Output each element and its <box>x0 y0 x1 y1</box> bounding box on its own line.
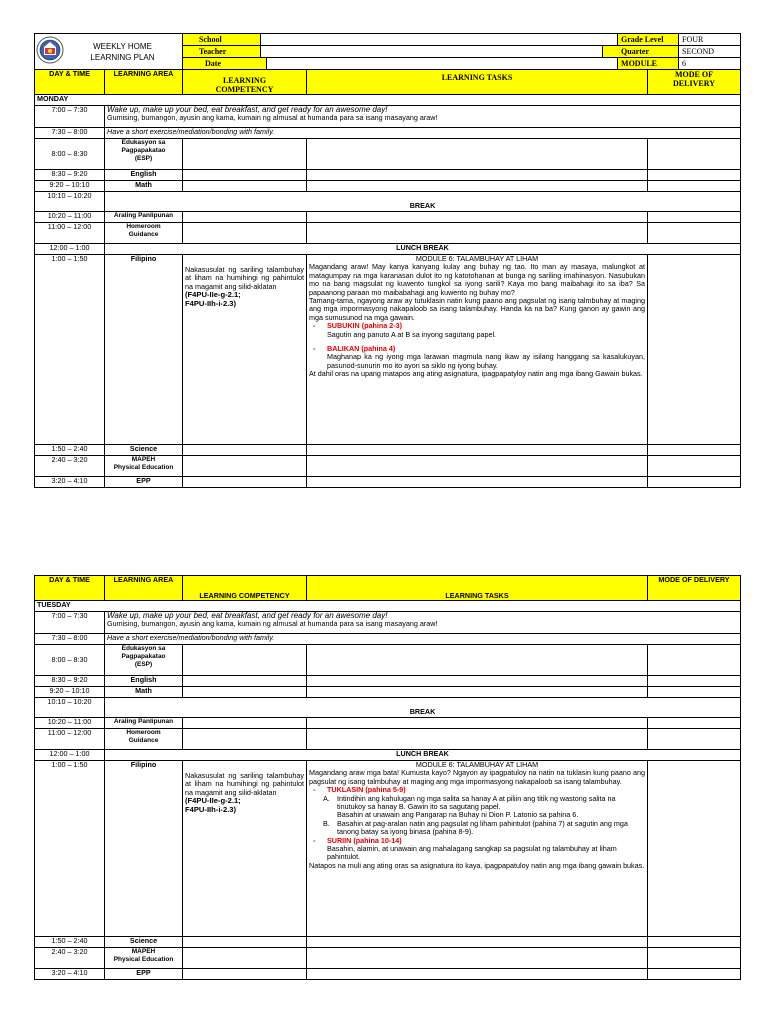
tuklasin-heading: TUKLASIN (pahina 5-9) <box>327 785 406 795</box>
competency-cell[interactable] <box>183 223 307 244</box>
subject-homeroom <box>105 729 183 750</box>
time-slot: 1:00 – 1:50 <box>35 255 105 445</box>
time-slot: 7:00 – 7:30 <box>35 612 105 634</box>
competency-cell[interactable] <box>183 456 307 477</box>
competency-code1: (F4PU-IIe-g-2.1; <box>185 796 241 806</box>
tasks-cell[interactable] <box>307 937 648 948</box>
competency-cell[interactable] <box>183 718 307 729</box>
competency-cell[interactable] <box>183 170 307 181</box>
balikan-text: Maghanap ka ng iyong mga larawan magmula nang ikaw ay isilang hanggang sa kasalukuyan, pasunod-sunurin mo ito ayon sa siklo ng iyong buhay. <box>327 352 645 370</box>
time-slot: 11:00 – 12:00 <box>35 729 105 750</box>
subukin-text: Sagutin ang panuto A at B sa inyong sagutang papel. <box>327 329 497 339</box>
quarter-label: Quarter <box>603 46 679 57</box>
col-mode-of-delivery: MODE OF DELIVERY <box>648 576 741 601</box>
competency-cell[interactable] <box>183 181 307 192</box>
col-learning-tasks: LEARNING TASKS <box>307 576 648 601</box>
delivery-cell[interactable] <box>648 139 741 170</box>
item-b-text: Basahin at pag-aralan natin ang pagsulat ng liham pahintulot (pahina 7) at sagutin ang mga tanong batay sa iyong binasa (pahina 8-9). <box>337 818 628 837</box>
wake-up-text: Wake up, make up your bed, eat breakfast, and get ready for an awesome day! <box>107 105 388 114</box>
competency-cell <box>183 761 307 937</box>
subject-epp: EPP <box>105 477 183 488</box>
subject-esp <box>105 645 183 676</box>
time-slot: 8:00 – 8:30 <box>35 645 105 676</box>
break-label: BREAK <box>105 192 741 212</box>
bullet-dash: - <box>313 344 316 354</box>
tasks-cell[interactable] <box>307 676 648 687</box>
delivery-cell[interactable] <box>648 937 741 948</box>
delivery-cell[interactable] <box>648 948 741 969</box>
tasks-cell[interactable] <box>307 948 648 969</box>
routine-text <box>105 106 741 128</box>
school-field[interactable] <box>261 34 618 45</box>
subject-math: Math <box>105 687 183 698</box>
plan-title-line2: LEARNING PLAN <box>90 52 155 62</box>
delivery-cell[interactable] <box>648 255 741 445</box>
delivery-cell[interactable] <box>648 223 741 244</box>
competency-cell[interactable] <box>183 445 307 456</box>
bullet-dash: - <box>313 785 316 795</box>
time-slot: 8:30 – 9:20 <box>35 170 105 181</box>
mapeh-line2: Physical Education <box>113 956 174 963</box>
time-slot: 3:20 – 4:10 <box>35 969 105 980</box>
time-slot: 9:20 – 10:10 <box>35 687 105 698</box>
esp-line3: (ESP) <box>134 155 153 162</box>
gumising-text: Gumising, bumangon, ayusin ang kama, kumain ng almusal at humanda para sa isang masayang araw! <box>107 619 438 629</box>
col-day-time: DAY & TIME <box>35 576 105 601</box>
tasks-cell[interactable] <box>307 445 648 456</box>
school-label: School <box>183 34 261 45</box>
tasks-cell[interactable] <box>307 687 648 698</box>
competency-cell[interactable] <box>183 212 307 223</box>
closing-text: Natapos na muli ang ating oras sa asignatura ito kaya, ipagpapatuloy natin ang mga ibang gawain bukas. <box>309 860 645 870</box>
tasks-cell[interactable] <box>307 969 648 980</box>
suriin-heading: SURIIN (pahina 10-14) <box>327 835 402 845</box>
date-field[interactable] <box>267 58 618 69</box>
time-slot: 9:20 – 10:10 <box>35 181 105 192</box>
time-slot: 1:50 – 2:40 <box>35 937 105 948</box>
competency-text: Nakasusulat ng sariling talambuhay at liham na humihingi ng pahintulot na magamit ang silid-aklatan <box>185 771 304 797</box>
tasks-cell[interactable] <box>307 718 648 729</box>
module-label: MODULE <box>618 58 679 69</box>
delivery-cell[interactable] <box>648 212 741 223</box>
item-a-marker: A. <box>323 793 330 803</box>
grade-level-value: FOUR <box>682 35 704 44</box>
homeroom-line2: Guidance <box>128 737 159 744</box>
competency-cell[interactable] <box>183 687 307 698</box>
col-learning-area: LEARNING AREA <box>105 576 183 601</box>
subject-mapeh <box>105 948 183 969</box>
esp-line2: Pagpapakatao <box>121 147 166 154</box>
tasks-cell[interactable] <box>307 139 648 170</box>
exercise-text: Have a short exercise/mediation/bonding with family. <box>105 634 741 645</box>
delivery-cell[interactable] <box>648 718 741 729</box>
col-learning-competency: LEARNING COMPETENCY <box>183 576 307 601</box>
tuklasin-item-a <box>309 795 645 812</box>
day-label: TUESDAY <box>35 601 741 612</box>
mapeh-line2: Physical Education <box>113 464 174 471</box>
mapeh-line1: MAPEH <box>131 456 156 463</box>
delivery-cell[interactable] <box>648 676 741 687</box>
time-slot: 10:10 – 10:20 <box>35 698 105 718</box>
time-slot: 7:30 – 8:00 <box>35 634 105 645</box>
tasks-cell <box>307 255 648 445</box>
competency-code1: (F4PU-IIe-g-2.1; <box>185 290 241 300</box>
weekly-plan-monday <box>34 33 741 488</box>
time-slot: 11:00 – 12:00 <box>35 223 105 244</box>
delivery-cell[interactable] <box>648 456 741 477</box>
closing-text: At dahil oras na upang matapos ang ating asignatura, ipagpapatyloy natin ang mga ibang Gawain bukas. <box>309 369 643 379</box>
competency-cell[interactable] <box>183 937 307 948</box>
competency-code2: F4PU-IIh-i-2.3) <box>185 804 237 814</box>
competency-code2: F4PU-IIh-i-2.3) <box>185 298 237 308</box>
exercise-text: Have a short exercise/mediation/bonding with family. <box>105 128 741 139</box>
subject-filipino: Filipino <box>105 761 183 937</box>
subukin-heading: SUBUKIN (pahina 2-3) <box>327 321 403 331</box>
tasks-cell[interactable] <box>307 477 648 488</box>
homeroom-line1: Homeroom <box>126 729 161 736</box>
time-slot: 2:40 – 3:20 <box>35 948 105 969</box>
time-slot: 12:00 – 1:00 <box>35 750 105 761</box>
module-title: MODULE 6: TALAMBUHAY AT LIHAM <box>415 254 539 263</box>
time-slot: 2:40 – 3:20 <box>35 456 105 477</box>
module-title: MODULE 6: TALAMBUHAY AT LIHAM <box>415 760 539 769</box>
esp-line2: Pagpapakatao <box>121 653 166 660</box>
competency-text: Nakasusulat ng sariling talambuhay at liham na humihingi ng pahintulot na magamit ang silid-aklatan <box>185 265 304 291</box>
tasks-cell[interactable] <box>307 181 648 192</box>
tasks-cell[interactable] <box>307 729 648 750</box>
weekly-plan-tuesday <box>34 575 741 980</box>
lunch-break-label: LUNCH BREAK <box>105 244 741 255</box>
routine-text <box>105 612 741 634</box>
tasks-cell[interactable] <box>307 456 648 477</box>
subject-math: Math <box>105 181 183 192</box>
time-slot: 7:30 – 8:00 <box>35 128 105 139</box>
tasks-cell <box>307 761 648 937</box>
subject-science: Science <box>105 445 183 456</box>
col-learning-tasks: LEARNING TASKS <box>307 70 648 95</box>
homeroom-line2: Guidance <box>128 231 159 238</box>
tasks-cell[interactable] <box>307 170 648 181</box>
tasks-cell[interactable] <box>307 645 648 676</box>
balikan-heading: BALIKAN (pahina 4) <box>327 344 396 354</box>
esp-line1: Edukasyon sa <box>121 139 166 146</box>
plan-title <box>35 34 183 70</box>
intro-text: Magandang araw! May kanya kanyang kulay ang buhay ng tao. Ito man ay masaya, malungkot at matagumpay na mga karanasan dulot ito ng katotohanan at bunga ng sariling imahinasyon. Nasubukan mo na bang magsulat ng kuwento tungkol sa iyong sarili? Kaya mo bang maibahagi ito sa iba? Sa papaanong paraan mo maibabahagi ang kuwento ng buhay mo? <box>309 262 645 297</box>
module-value: 6 <box>682 59 687 68</box>
teacher-label: Teacher <box>183 46 261 57</box>
delivery-cell[interactable] <box>648 181 741 192</box>
delivery-cell[interactable] <box>648 687 741 698</box>
competency-cell[interactable] <box>183 948 307 969</box>
wake-up-text: Wake up, make up your bed, eat breakfast, and get ready for an awesome day! <box>107 611 388 620</box>
time-slot: 8:30 – 9:20 <box>35 676 105 687</box>
time-slot: 3:20 – 4:10 <box>35 477 105 488</box>
break-label: BREAK <box>105 698 741 718</box>
subject-english: English <box>105 676 183 687</box>
subject-ap: Araling Panlipunan <box>105 212 183 223</box>
time-slot: 8:00 – 8:30 <box>35 139 105 170</box>
time-slot: 1:50 – 2:40 <box>35 445 105 456</box>
delivery-cell[interactable] <box>648 969 741 980</box>
col-competency-line2: COMPETENCY <box>215 85 274 94</box>
plan-title-line1: WEEKLY HOME <box>93 41 152 51</box>
date-label: Date <box>183 58 267 69</box>
col-competency-line1: LEARNING <box>222 76 267 85</box>
subject-filipino: Filipino <box>105 255 183 445</box>
lunch-break-label: LUNCH BREAK <box>105 750 741 761</box>
col-day-time: DAY & TIME <box>35 70 105 95</box>
subject-ap: Araling Panlipunan <box>105 718 183 729</box>
teacher-field[interactable] <box>261 46 603 57</box>
gumising-text: Gumising, bumangon, ayusin ang kama, kumain ng almusal at humanda para sa isang masayang araw! <box>107 113 438 123</box>
item-a-text: Intindihin ang kahulugan ng mga salita sa hanay A at piliin ang titik ng wastong salita na tinutukoy sa hanay B. Gawin ito sa sagutang papel. <box>337 793 616 812</box>
quarter-value: SECOND <box>682 47 715 56</box>
competency-cell[interactable] <box>183 729 307 750</box>
intro-text-2: Tamang-tama, ngayong araw ay tutuklasin natin kung paano ang pagsulat ng isang talmbuhay at maging ang mga impormasyong nakapaloob sa isang talambuhay. Handa ka na ba? Kung ganon ay gawin ang mga sumusunod na mga gawain. <box>309 296 645 322</box>
esp-line1: Edukasyon sa <box>121 645 166 652</box>
competency-cell[interactable] <box>183 139 307 170</box>
competency-cell[interactable] <box>183 676 307 687</box>
subject-homeroom <box>105 223 183 244</box>
subject-esp <box>105 139 183 170</box>
time-slot: 10:20 – 11:00 <box>35 718 105 729</box>
competency-cell[interactable] <box>183 477 307 488</box>
time-slot: 7:00 – 7:30 <box>35 106 105 128</box>
subject-mapeh <box>105 456 183 477</box>
delivery-cell[interactable] <box>648 729 741 750</box>
competency-cell[interactable] <box>183 645 307 676</box>
bullet-dash: - <box>313 835 316 845</box>
time-slot: 12:00 – 1:00 <box>35 244 105 255</box>
col-delivery-line2: DELIVERY <box>673 79 715 88</box>
subject-english: English <box>105 170 183 181</box>
tasks-cell[interactable] <box>307 223 648 244</box>
intro-text: Magandang araw mga bata! Kumusta kayo? Ngayon ay ipagpatuloy na natin na tuklasin kung paano ang pagsulat ng isang talmbuhay at maging ang mga impormasyong nakapaloob sa isang talambuhay. <box>309 768 645 786</box>
delivery-cell[interactable] <box>648 170 741 181</box>
delivery-cell[interactable] <box>648 477 741 488</box>
grade-level-label: Grade Level <box>618 34 679 45</box>
mapeh-line1: MAPEH <box>131 948 156 955</box>
subject-science: Science <box>105 937 183 948</box>
item-b-marker: B. <box>323 818 330 828</box>
competency-cell <box>183 255 307 445</box>
time-slot: 10:20 – 11:00 <box>35 212 105 223</box>
day-label: MONDAY <box>35 95 741 106</box>
item-a-text-2: Basahin at unawain ang Pangarap na Buhay ni Dion P. Latonio sa pahina 6. <box>337 810 579 820</box>
time-slot: 1:00 – 1:50 <box>35 761 105 937</box>
col-mode-of-delivery <box>648 70 741 95</box>
esp-line3: (ESP) <box>134 661 153 668</box>
col-learning-competency <box>183 70 307 95</box>
bullet-dash: - <box>313 321 316 331</box>
suriin-text: Basahin, alamin, at unawain ang mahalagang sangkap sa pagsulat ng talambuhay at liham pahintulot. <box>327 844 617 862</box>
delivery-cell[interactable] <box>648 445 741 456</box>
col-delivery-line1: MODE OF <box>675 70 713 79</box>
col-learning-area: LEARNING AREA <box>105 70 183 95</box>
homeroom-line1: Homeroom <box>126 223 161 230</box>
competency-cell[interactable] <box>183 969 307 980</box>
subject-epp: EPP <box>105 969 183 980</box>
time-slot: 10:10 – 10:20 <box>35 192 105 212</box>
tuklasin-item-b <box>309 820 645 837</box>
tasks-cell[interactable] <box>307 212 648 223</box>
delivery-cell[interactable] <box>648 761 741 937</box>
delivery-cell[interactable] <box>648 645 741 676</box>
